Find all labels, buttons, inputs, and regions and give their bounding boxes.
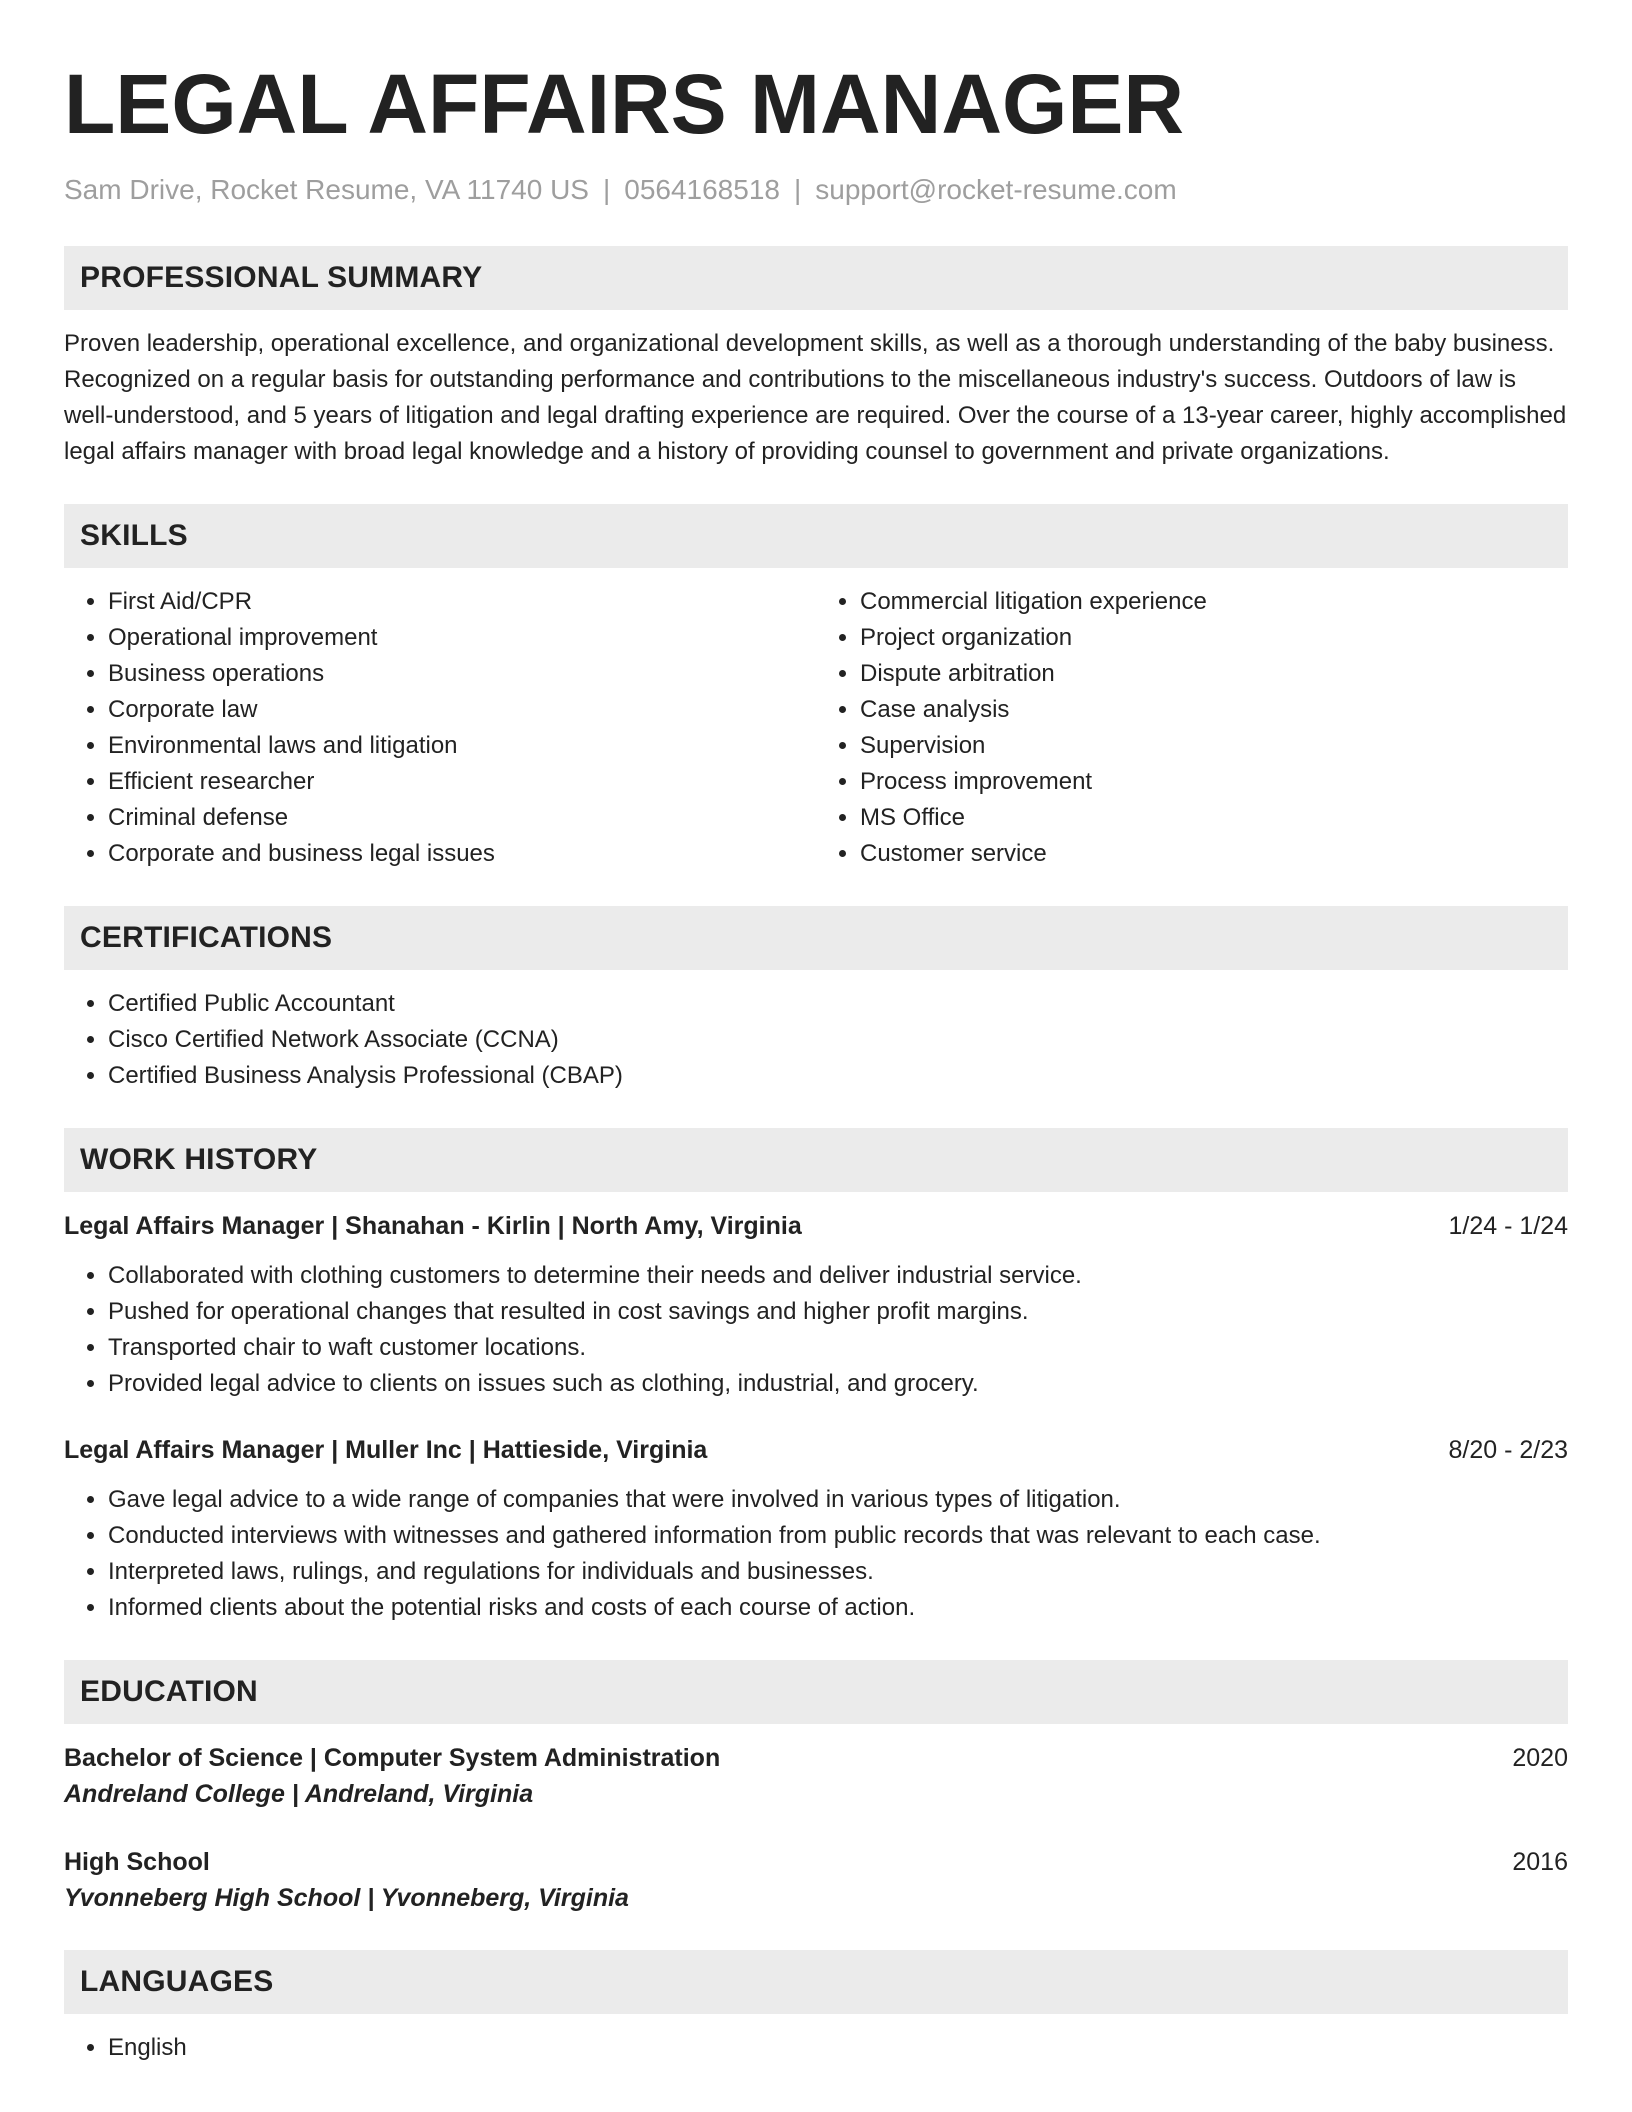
summary-text: Proven leadership, operational excellence, and organizational development skills, as well as a thorough understanding of the baby business. Recognized on a regular basis for outstanding performance and contributions to the miscellaneous industry's success. Outdoors of law is well-understood, and 5 years of litigation and legal drafting experience are required. Over the course of a 13-year career, highly accomplished legal affairs manager with broad legal knowledge and a history of providing counsel to government and private organizations.	[64, 330, 1567, 465]
education-header	[64, 1844, 1568, 1880]
contact-email[interactable]: support@rocket-resume.com	[815, 174, 1177, 205]
education-degree: High School	[64, 1848, 210, 1876]
skill-item: • Customer service	[860, 836, 1568, 872]
job-bullet: • Collaborated with clothing customers to determine their needs and deliver industrial service.	[108, 1258, 1568, 1294]
languages-heading: LANGUAGES	[80, 1965, 274, 1998]
certification-item: • Certified Public Accountant	[108, 986, 1568, 1022]
contact-separator: |	[793, 174, 802, 205]
languages-section-header	[64, 1950, 1568, 2014]
skill-item: • Dispute arbitration	[860, 656, 1568, 692]
skills-list-left	[64, 584, 816, 872]
resume-name: LEGAL AFFAIRS MANAGER	[64, 57, 1185, 151]
skill-item: • Environmental laws and litigation	[108, 728, 816, 764]
contact-line	[64, 172, 1568, 208]
skill-item: • Efficient researcher	[108, 764, 816, 800]
job-bullet: • Pushed for operational changes that resulted in cost savings and higher profit margins.	[108, 1294, 1568, 1330]
summary-heading: PROFESSIONAL SUMMARY	[80, 261, 483, 294]
job-title: Legal Affairs Manager | Muller Inc | Hattieside, Virginia	[64, 1436, 708, 1464]
education-entry	[64, 1844, 1568, 1916]
contact-address: Sam Drive, Rocket Resume, VA 11740 US	[64, 174, 589, 205]
certifications-section-header	[64, 906, 1568, 970]
certification-item: • Certified Business Analysis Professional (CBAP)	[108, 1058, 1568, 1094]
education-school: Yvonneberg High School | Yvonneberg, Virginia	[64, 1884, 629, 1912]
education-header	[64, 1740, 1568, 1776]
contact-separator: |	[602, 174, 611, 205]
education-heading: EDUCATION	[80, 1675, 258, 1708]
skill-item: • Commercial litigation experience	[860, 584, 1568, 620]
contact-phone: 0564168518	[624, 174, 780, 205]
skill-item: • Supervision	[860, 728, 1568, 764]
education-entry	[64, 1740, 1568, 1812]
job-title: Legal Affairs Manager | Shanahan - Kirlin | North Amy, Virginia	[64, 1212, 802, 1240]
job-dates: 8/20 - 2/23	[1448, 1436, 1568, 1464]
education-school: Andreland College | Andreland, Virginia	[64, 1780, 534, 1808]
skill-item: • First Aid/CPR	[108, 584, 816, 620]
skill-item: • Case analysis	[860, 692, 1568, 728]
summary-section-header	[64, 246, 1568, 310]
job-bullet: • Interpreted laws, rulings, and regulations for individuals and businesses.	[108, 1554, 1568, 1590]
job-header	[64, 1432, 1568, 1468]
job-entry	[64, 1432, 1568, 1626]
skills-heading: SKILLS	[80, 519, 188, 552]
skill-item: • Process improvement	[860, 764, 1568, 800]
job-bullets	[64, 1482, 1568, 1626]
education-degree: Bachelor of Science | Computer System Administration	[64, 1744, 721, 1772]
job-entry	[64, 1208, 1568, 1402]
job-bullet: • Informed clients about the potential risks and costs of each course of action.	[108, 1590, 1568, 1626]
job-header	[64, 1208, 1568, 1244]
job-bullet: • Transported chair to waft customer locations.	[108, 1330, 1568, 1366]
certifications-list	[64, 986, 1568, 1094]
language-item: • English	[108, 2030, 1568, 2066]
job-bullets	[64, 1258, 1568, 1402]
job-bullet: • Gave legal advice to a wide range of companies that were involved in various types of litigation.	[108, 1482, 1568, 1518]
skill-item: • Business operations	[108, 656, 816, 692]
languages-list	[64, 2030, 1568, 2066]
skills-section-header	[64, 504, 1568, 568]
skill-item: • Criminal defense	[108, 800, 816, 836]
work-section-header	[64, 1128, 1568, 1192]
education-year: 2020	[1512, 1744, 1568, 1772]
job-bullet: • Conducted interviews with witnesses and gathered information from public records that was relevant to each case.	[108, 1518, 1568, 1554]
job-bullet: • Provided legal advice to clients on issues such as clothing, industrial, and grocery.	[108, 1366, 1568, 1402]
job-dates: 1/24 - 1/24	[1448, 1212, 1568, 1240]
education-year: 2016	[1512, 1848, 1568, 1876]
skill-item: • Project organization	[860, 620, 1568, 656]
skill-item: • Corporate and business legal issues	[108, 836, 816, 872]
certifications-heading: CERTIFICATIONS	[80, 921, 333, 954]
work-heading: WORK HISTORY	[80, 1143, 318, 1176]
skills-list-right	[816, 584, 1568, 872]
education-section-header	[64, 1660, 1568, 1724]
certification-item: • Cisco Certified Network Associate (CCNA)	[108, 1022, 1568, 1058]
skill-item: • Corporate law	[108, 692, 816, 728]
skills-grid	[64, 584, 1568, 872]
skill-item: • MS Office	[860, 800, 1568, 836]
skill-item: • Operational improvement	[108, 620, 816, 656]
